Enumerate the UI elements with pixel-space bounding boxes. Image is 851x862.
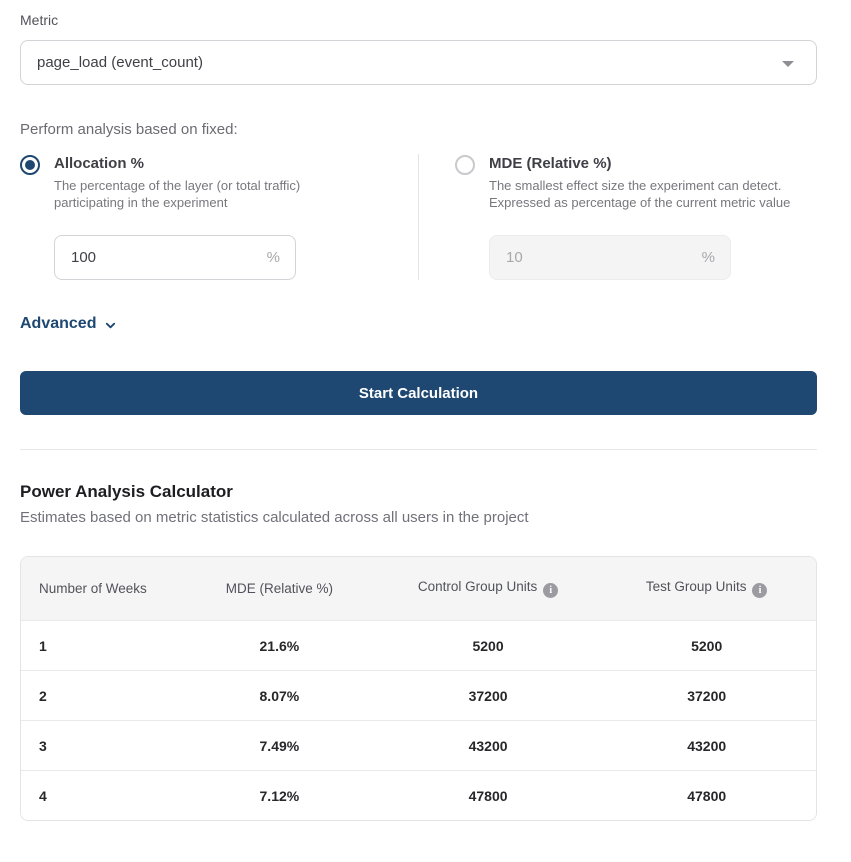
advanced-label: Advanced: [20, 315, 97, 332]
table-row: [21, 720, 816, 770]
radio-unselected-icon[interactable]: [455, 155, 475, 175]
header-mde-relative: MDE (Relative %): [180, 557, 379, 620]
table-cell: 7.49%: [180, 720, 379, 770]
mde-percent-suffix: %: [701, 249, 715, 266]
advanced-toggle[interactable]: [20, 315, 116, 333]
table-header-row: [21, 557, 816, 620]
results-table-body: [21, 620, 816, 820]
option-mde[interactable]: [419, 154, 817, 280]
chevron-down-icon: [105, 320, 116, 331]
table-row: [21, 620, 816, 670]
allocation-field: [54, 235, 296, 280]
analysis-mode-label: Perform analysis based on fixed:: [20, 121, 238, 138]
table-cell: 21.6%: [180, 620, 379, 670]
info-icon[interactable]: i: [543, 583, 558, 598]
start-calculation-button[interactable]: Start Calculation: [20, 371, 817, 415]
mde-description: The smallest effect size the experiment can detect. Expressed as percentage of the current metric value: [489, 178, 791, 210]
metric-label: Metric: [20, 12, 59, 28]
mde-input[interactable]: [489, 235, 731, 280]
metric-select[interactable]: [20, 40, 817, 85]
radio-selected-icon[interactable]: [20, 155, 40, 175]
table-cell: 43200: [597, 720, 816, 770]
table-cell: 47800: [379, 770, 598, 820]
table-cell: 43200: [379, 720, 598, 770]
header-test-group-units: Test Group Units i: [597, 557, 816, 620]
option-allocation[interactable]: [20, 154, 418, 280]
table-cell: 8.07%: [180, 670, 379, 720]
mde-title: MDE (Relative %): [489, 155, 612, 172]
results-title: Power Analysis Calculator: [20, 482, 233, 501]
table-cell: 37200: [379, 670, 598, 720]
table-cell: 3: [21, 720, 180, 770]
results-table: [20, 556, 817, 821]
table-cell: 7.12%: [180, 770, 379, 820]
table-cell: 5200: [379, 620, 598, 670]
allocation-description: The percentage of the layer (or total traffic) participating in the experiment: [54, 178, 301, 210]
table-row: [21, 670, 816, 720]
mde-field: [489, 235, 731, 280]
table-cell: 4: [21, 770, 180, 820]
table-cell: 47800: [597, 770, 816, 820]
allocation-input[interactable]: [54, 235, 296, 280]
table-row: [21, 770, 816, 820]
table-cell: 2: [21, 670, 180, 720]
header-control-group-units: Control Group Units i: [379, 557, 598, 620]
results-subtitle: Estimates based on metric statistics calculated across all users in the project: [20, 509, 529, 526]
allocation-percent-suffix: %: [266, 249, 280, 266]
info-icon[interactable]: i: [752, 583, 767, 598]
table-cell: 1: [21, 620, 180, 670]
section-divider: [20, 449, 817, 450]
metric-select-value: page_load (event_count): [37, 54, 203, 71]
power-analysis-page: [20, 0, 817, 821]
header-number-of-weeks: Number of Weeks: [21, 557, 180, 620]
analysis-options: [20, 154, 817, 280]
chevron-down-icon: [782, 61, 794, 67]
allocation-title: Allocation %: [54, 155, 145, 172]
table-cell: 37200: [597, 670, 816, 720]
table-cell: 5200: [597, 620, 816, 670]
